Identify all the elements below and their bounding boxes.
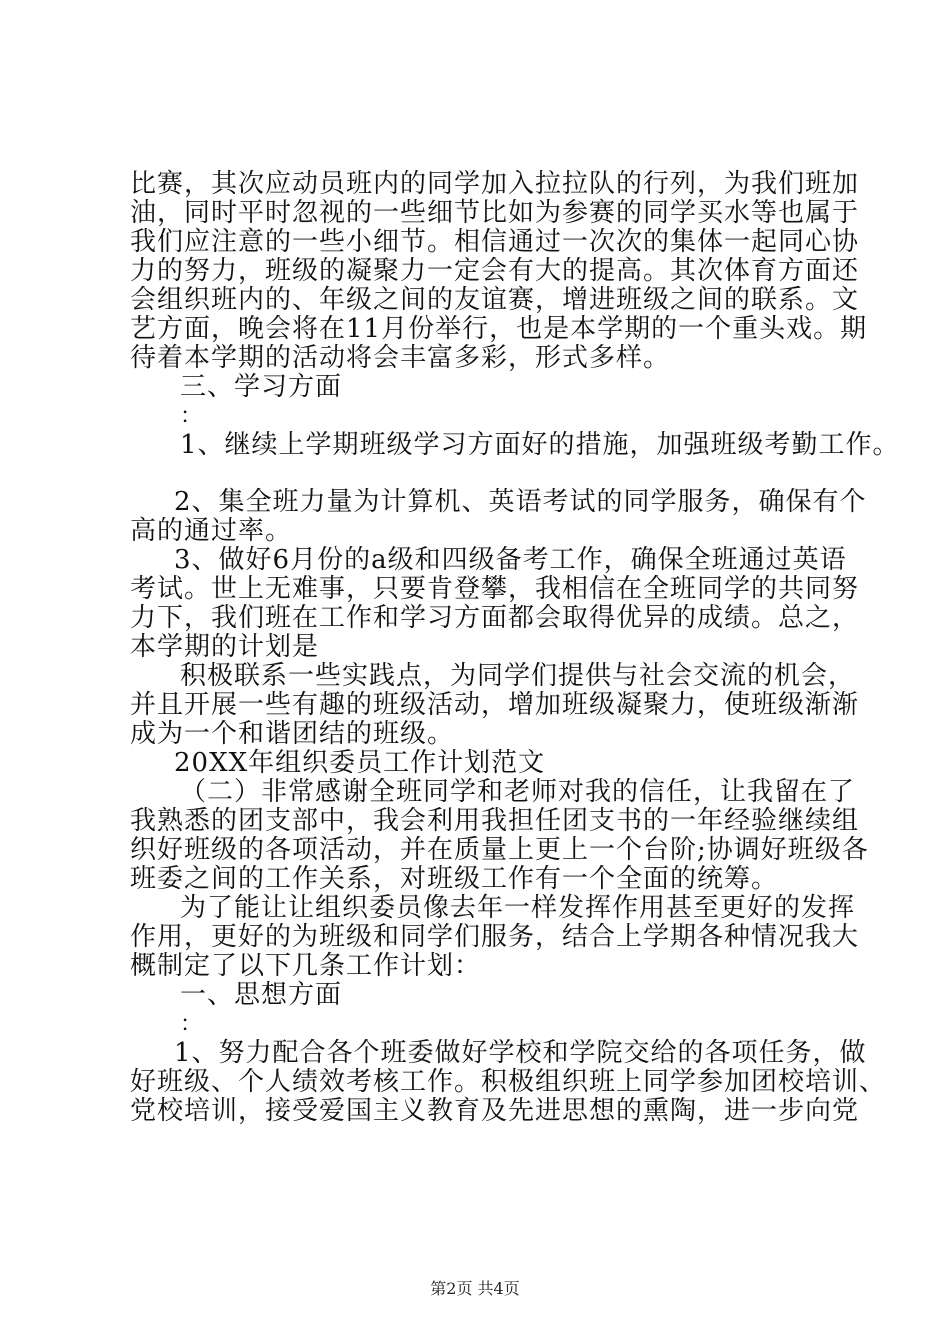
- text-line: 待着本学期的活动将会丰富多彩，形式多样。: [130, 343, 671, 373]
- text-line: 本学期的计划是: [130, 632, 320, 662]
- text-line: 党校培训，接受爱国主义教育及先进思想的熏陶，进一步向党: [130, 1096, 860, 1126]
- text-line: 班委之间的工作关系，对班级工作有一个全面的统筹。: [130, 864, 779, 894]
- text-line: 会组织班内的、年级之间的友谊赛，增进班级之间的联系。文: [130, 285, 860, 315]
- text-line: 好班级、个人绩效考核工作。积极组织班上同学参加团校培训、: [130, 1067, 887, 1097]
- text-line: 比赛，其次应动员班内的同学加入拉拉队的行列，为我们班加: [130, 169, 860, 199]
- text-line: 概制定了以下几条工作计划：: [130, 951, 482, 981]
- text-line: 为了能让让组织委员像去年一样发挥作用甚至更好的发挥: [180, 893, 856, 923]
- text-line: 成为一个和谐团结的班级。: [130, 719, 455, 749]
- text-line: 艺方面，晚会将在11月份举行，也是本学期的一个重头戏。期: [130, 314, 868, 344]
- text-line: 作用，更好的为班级和同学们服务，结合上学期各种情况我大: [130, 922, 860, 952]
- text-line: 织好班级的各项活动，并在质量上更上一个台阶;协调好班级各: [130, 835, 869, 865]
- text-line: 积极联系一些实践点，为同学们提供与社会交流的机会，: [180, 661, 856, 691]
- text-line: 并且开展一些有趣的班级活动，增加班级凝聚力，使班级渐渐: [130, 690, 860, 720]
- document-subtitle: 20XX年组织委员工作计划范文: [174, 748, 546, 778]
- text-line: 高的通过率。: [130, 516, 293, 546]
- section-heading: 一、思想方面: [180, 980, 343, 1010]
- section-heading: 三、学习方面: [180, 372, 343, 402]
- document-body: [130, 169, 900, 1126]
- text-line: 力下，我们班在工作和学习方面都会取得优异的成绩。总之，: [130, 603, 860, 633]
- text-line: 力的努力，班级的凝聚力一定会有大的提高。其次体育方面还: [130, 256, 860, 286]
- colon-mark: ：: [180, 404, 204, 429]
- text-line: 3、做好6月份的a级和四级备考工作，确保全班通过英语: [174, 545, 847, 575]
- page-number-footer: 第2页 共4页: [430, 1279, 520, 1298]
- text-line: （二）非常感谢全班同学和老师对我的信任，让我留在了: [180, 777, 856, 807]
- text-line: 考试。世上无难事，只要肯登攀，我相信在全班同学的共同努: [130, 574, 860, 604]
- text-line: 1、继续上学期班级学习方面好的措施，加强班级考勤工作。: [180, 430, 900, 460]
- text-line: 1、努力配合各个班委做好学校和学院交给的各项任务，做: [174, 1038, 867, 1068]
- text-line: 2、集全班力量为计算机、英语考试的同学服务，确保有个: [174, 487, 867, 517]
- text-line: 我们应注意的一些小细节。相信通过一次次的集体一起同心协: [130, 227, 860, 257]
- colon-mark: ：: [180, 1012, 204, 1037]
- text-line: 油，同时平时忽视的一些细节比如为参赛的同学买水等也属于: [130, 198, 860, 228]
- text-line: 我熟悉的团支部中，我会利用我担任团支书的一年经验继续组: [130, 806, 860, 836]
